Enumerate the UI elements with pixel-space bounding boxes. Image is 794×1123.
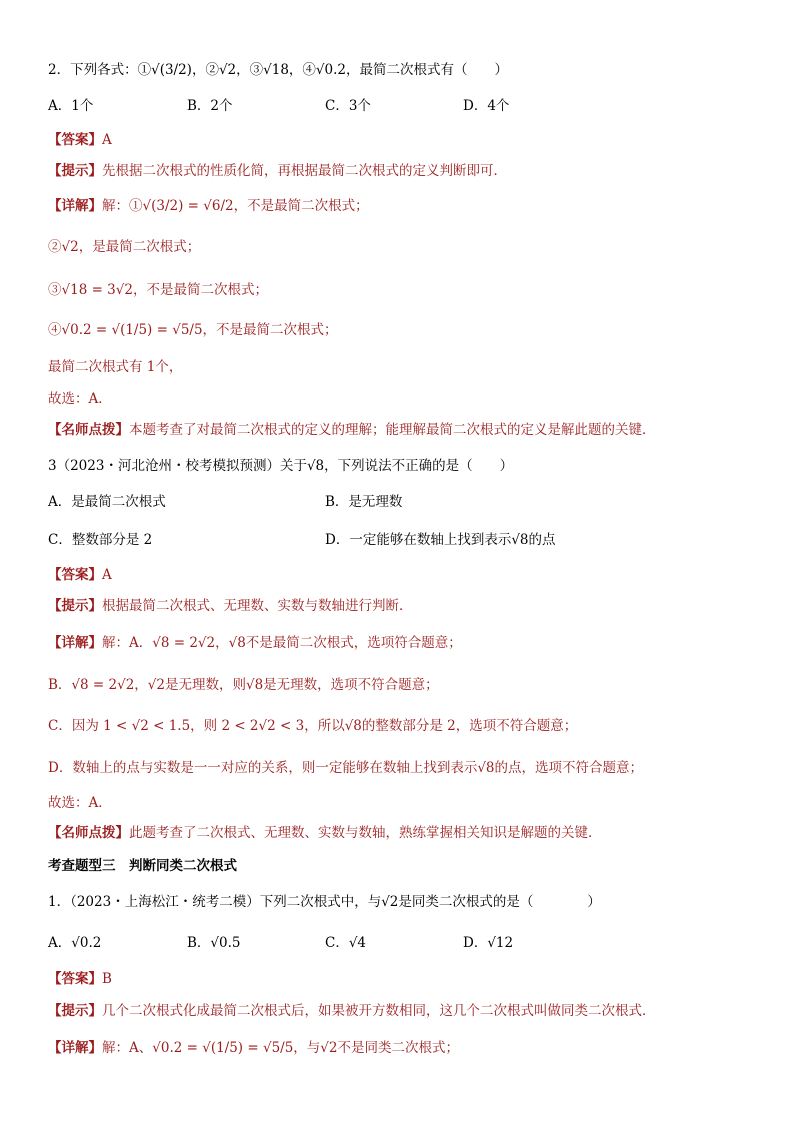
q2-detail-line-4: ④√0.2 = √(1/5) = √5/5，不是最简二次根式； <box>48 322 338 338</box>
q2-stem: 2．下列各式：①√(3/2)，②√2，③√18，④√0.2，最简二次根式有（ ） <box>48 62 508 78</box>
q2-teacher-note <box>48 421 656 439</box>
q3-detail-line-3: C．因为 1 < √2 < 1.5，则 2 < 2√2 < 3，所以√8的整数部分是 2，选项不符合题意； <box>48 718 578 734</box>
q2-detail-line-6: 故选：A． <box>48 391 112 407</box>
s3q1-option-a: A．√0.2 <box>48 935 102 951</box>
hint-text: 几个二次根式化成最简二次根式后，如果被开方数相同，这几个二次根式叫做同类二次根式． <box>102 1003 656 1019</box>
answer-tag: 【答案】 <box>48 567 102 583</box>
hint-tag: 【提示】 <box>48 1003 102 1019</box>
q3-teacher-note <box>48 824 602 842</box>
s3q1-option-c: C．√4 <box>325 935 367 951</box>
q3-detail-line-4: D．数轴上的点与实数是一一对应的关系，则一定能够在数轴上找到表示√8的点，选项不符合题意； <box>48 760 644 776</box>
hint-text: 根据最简二次根式、无理数、实数与数轴进行判断． <box>102 598 413 614</box>
answer-tag: 【答案】 <box>48 971 102 987</box>
teacher-tag: 【名师点拨】 <box>48 422 129 438</box>
q2-option-d: D．4个 <box>463 98 510 114</box>
detail-tag: 【详解】 <box>48 198 102 214</box>
q2-answer <box>48 131 112 149</box>
q2-option-a: A．1个 <box>48 98 94 114</box>
hint-tag: 【提示】 <box>48 598 102 614</box>
q3-answer <box>48 566 112 584</box>
q3-stem: 3（2023・河北沧州・校考模拟预测）关于√8，下列说法不正确的是（ ） <box>48 458 514 474</box>
detail-text: 解：①√(3/2) = √6/2，不是最简二次根式； <box>102 198 369 214</box>
q2-option-b: B．2个 <box>187 98 233 114</box>
q3-detail-line-1 <box>48 634 462 652</box>
section-title: 考查题型三 判断同类二次根式 <box>48 858 237 874</box>
q3-detail-line-2: B．√8 = 2√2，√2是无理数，则√8是无理数，选项不符合题意； <box>48 677 439 693</box>
q2-option-c: C．3个 <box>325 98 371 114</box>
q3-hint <box>48 597 413 615</box>
hint-text: 先根据二次根式的性质化简，再根据最简二次根式的定义判断即可． <box>102 163 507 179</box>
teacher-tag: 【名师点拨】 <box>48 825 129 841</box>
answer-value: A <box>102 567 112 583</box>
hint-tag: 【提示】 <box>48 163 102 179</box>
s3q1-answer <box>48 970 112 988</box>
q3-option-d: D．一定能够在数轴上找到表示√8的点 <box>325 532 556 548</box>
s3q1-stem: 1．（2023・上海松江・统考二模）下列二次根式中，与√2是同类二次根式的是（ ） <box>48 894 601 910</box>
s3q1-hint <box>48 1002 656 1020</box>
answer-tag: 【答案】 <box>48 132 102 148</box>
q2-hint <box>48 162 507 180</box>
q2-detail-line-3: ③√18 = 3√2，不是最简二次根式； <box>48 282 268 298</box>
q3-option-b: B．是无理数 <box>325 494 403 510</box>
q3-option-a: A．是最简二次根式 <box>48 494 166 510</box>
q3-detail-line-5: 故选：A． <box>48 795 112 811</box>
teacher-text: 此题考查了二次根式、无理数、实数与数轴，熟练掌握相关知识是解题的关键． <box>129 825 602 841</box>
detail-text: 解：A．√8 = 2√2，√8不是最简二次根式，选项符合题意； <box>102 635 462 651</box>
q2-detail-line-2: ②√2，是最简二次根式； <box>48 239 201 255</box>
s3q1-option-b: B．√0.5 <box>187 935 241 951</box>
detail-tag: 【详解】 <box>48 1040 102 1056</box>
q2-detail-line-5: 最简二次根式有 1个， <box>48 359 183 375</box>
s3q1-detail-line-1 <box>48 1039 459 1057</box>
q3-option-c: C．整数部分是 2 <box>48 532 153 548</box>
q2-detail-line-1 <box>48 197 369 215</box>
teacher-text: 本题考查了对最简二次根式的定义的理解；能理解最简二次根式的定义是解此题的关键． <box>129 422 656 438</box>
answer-value: B <box>102 971 112 987</box>
answer-value: A <box>102 132 112 148</box>
detail-tag: 【详解】 <box>48 635 102 651</box>
s3q1-option-d: D．√12 <box>463 935 514 951</box>
detail-text: 解：A、√0.2 = √(1/5) = √5/5，与√2不是同类二次根式； <box>102 1040 459 1056</box>
